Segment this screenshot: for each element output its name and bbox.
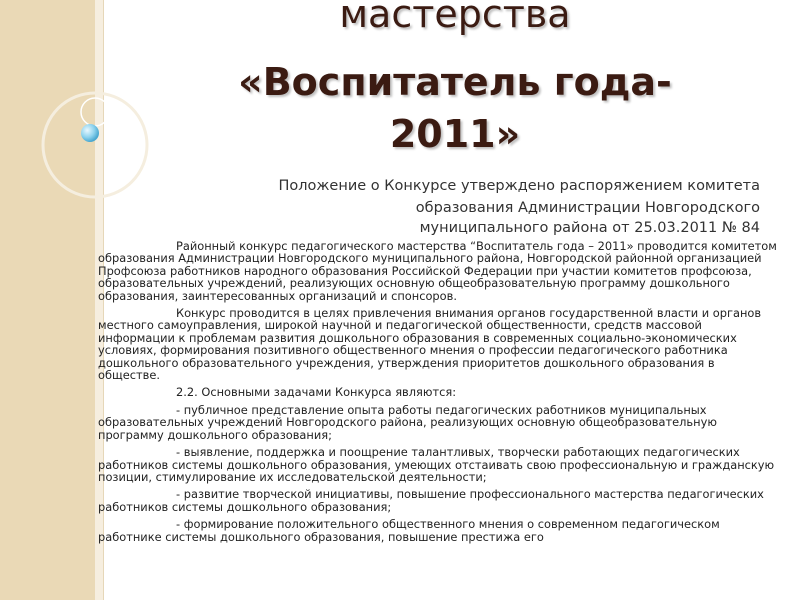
paragraph-goals: Конкурс проводится в целях привлечения внимания органов государственной власти и органов местного самоуправления, широкой научной и педагогической общественности, средств массовой информации к проблемам развития дошкольного образования в современных социально-экономических условиях, формирования позитивного общественного мнения о профессии педагогического работника дошкольного образовательного учреждения, утверждения приоритетов дошкольного образования в обществе. [98,306,762,383]
subtitle-line-2: образования Администрации Новгородского [415,200,760,216]
decorative-sidebar [0,0,95,600]
paragraph-task-4: - формирование положительного общественного мнения о современном педагогическом работнике системы дошкольного образования, повышение престижа его [98,517,720,544]
paragraph-tasks-heading: 2.2. Основными задачами Конкурса являются: [176,385,457,400]
title-line-3: 2011» [389,112,521,156]
paragraph-intro: Районный конкурс педагогического мастерства “Воспитатель года – 2011» проводится комитетом образования Администрации Новгородского муниципального района, Новгородской районной организацией Профсоюза работников народного образования Российской Федерации при участии комитетов профсоюза, образовательных учреждений, реализующих основную общеобразовательную программу дошкольного образования, заинтересованных организаций и спонсоров. [98,239,777,303]
paragraph-task-2: - выявление, поддержка и поощрение талантливых, творчески работающих педагогических работников системы дошкольного образования, умеющих отстаивать свою профессиональную и гражданскую позиции, стимулирование их исследовательской деятельности; [98,445,775,484]
title-line-1: мастерства [339,0,571,36]
subtitle-line-1: Положение о Конкурсе утверждено распоряжением комитета [278,178,760,194]
title-line-2: «Воспитатель года- [238,60,672,104]
subtitle-line-3: муниципального района от 25.03.2011 № 84 [419,220,760,236]
paragraph-task-3: - развитие творческой инициативы, повышение профессионального мастерства педагогических работников системы дошкольного образования; [98,487,764,514]
paragraph-task-1: - публичное представление опыта работы педагогических работников муниципальных образовательных учреждений Новгородского района, реализующих основную общеобразовательную программу дошкольного образования; [98,402,717,442]
body-text [98,240,778,548]
